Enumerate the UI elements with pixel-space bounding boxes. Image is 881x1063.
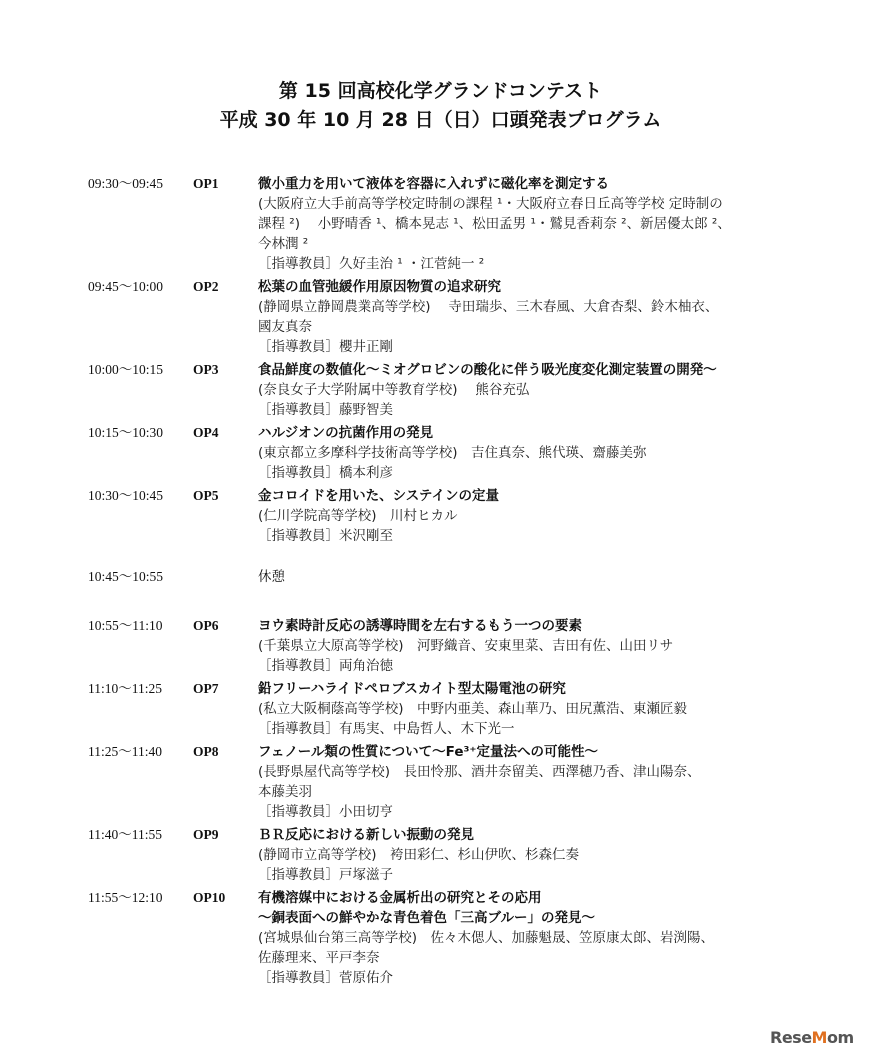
program-entry [88, 277, 818, 357]
resemom-logo: ReseMom [770, 1028, 854, 1047]
entry-advisor: ［指導教員］菅原佑介 [258, 970, 393, 986]
entry-content [258, 825, 818, 885]
entry-content [258, 616, 818, 676]
program-list [88, 174, 818, 991]
entry-time: 10:55〜11:10 [88, 618, 163, 633]
entry-presenters: (奈良女子大学附属中等教育学校) 熊谷充弘 [258, 382, 530, 398]
entry-presenters: 本藤美羽 [258, 784, 312, 800]
break-label: 休憩 [258, 569, 285, 585]
entry-time: 09:45〜10:00 [88, 279, 164, 294]
entry-code: OP5 [193, 488, 219, 503]
program-entry [88, 423, 818, 483]
entry-content [258, 486, 818, 546]
entry-advisor: ［指導教員］藤野智美 [258, 402, 393, 418]
entry-advisor: ［指導教員］櫻井正剛 [258, 339, 393, 355]
entry-presenters: (私立大阪桐蔭高等学校) 中野内亜美、森山華乃、田尻薫浩、東瀬匠毅 [258, 701, 688, 717]
entry-advisor: ［指導教員］有馬実、中島哲人、木下光一 [258, 721, 515, 737]
entry-presenters: (千葉県立大原高等学校) 河野織音、安東里菜、吉田有佐、山田リサ [258, 638, 674, 654]
program-entry [88, 486, 818, 546]
entry-advisor: ［指導教員］久好圭治 ¹ ・江菅純一 ² [258, 256, 485, 272]
entry-title: 〜銅表面への鮮やかな青色着色「三高ブルー」の発見〜 [258, 910, 595, 926]
program-entry [88, 742, 818, 822]
entry-code: OP10 [193, 890, 226, 905]
entry-code: OP6 [193, 618, 219, 633]
program-entry [88, 360, 818, 420]
entry-content [258, 423, 818, 483]
entry-presenters: 今林潤 ² [258, 236, 309, 252]
entry-time: 10:30〜10:45 [88, 488, 164, 503]
entry-content [258, 679, 818, 739]
entry-content [258, 742, 818, 822]
entry-time: 10:15〜10:30 [88, 425, 164, 440]
entry-code: OP2 [193, 279, 219, 294]
entry-time: 10:00〜10:15 [88, 362, 164, 377]
entry-presenters: (仁川学院高等学校) 川村ヒカル [258, 508, 458, 524]
entry-title: 微小重力を用いて液体を容器に入れずに磁化率を測定する [258, 176, 609, 192]
entry-presenters: (長野県屋代高等学校) 長田怜那、酒井奈留美、西澤穂乃香、津山陽奈、 [258, 764, 701, 780]
entry-advisor: ［指導教員］戸塚滋子 [258, 867, 393, 883]
entry-time: 11:25〜11:40 [88, 744, 162, 759]
program-entry [88, 888, 818, 988]
entry-code: OP1 [193, 176, 219, 191]
entry-advisor: ［指導教員］両角治徳 [258, 658, 393, 674]
entry-title: 金コロイドを用いた、システインの定量 [258, 488, 499, 504]
entry-presenters: 佐藤理来、平戸李奈 [258, 950, 380, 966]
entry-content [258, 277, 818, 357]
document-subtitle: 平成 30 年 10 月 28 日（日）口頭発表プログラム [219, 109, 662, 131]
entry-title: ヨウ素時計反応の誘導時間を左右するもう一つの要素 [258, 618, 582, 634]
program-entry [88, 825, 818, 885]
entry-advisor: ［指導教員］米沢剛至 [258, 528, 393, 544]
entry-presenters: (宮城県仙台第三高等学校) 佐々木偲人、加藤魁晟、笠原康太郎、岩渕陽、 [258, 930, 715, 946]
entry-presenters: 課程 ²) 小野晴香 ¹、橋本晃志 ¹、松田孟男 ¹・鷲見香莉奈 ²、新居優太郎 ²、 [258, 216, 731, 232]
entry-title: フェノール類の性質について〜Fe³⁺定量法への可能性〜 [258, 744, 599, 760]
entry-content [258, 360, 818, 420]
entry-presenters: (静岡県立静岡農業高等学校) 寺田瑞歩、三木春風、大倉杏梨、鈴木柚衣、 [258, 299, 719, 315]
entry-code: OP7 [193, 681, 219, 696]
entry-time: 11:10〜11:25 [88, 681, 162, 696]
entry-presenters: 國友真奈 [258, 319, 312, 335]
entry-advisor: ［指導教員］小田切亨 [258, 804, 393, 820]
entry-code: OP3 [193, 362, 219, 377]
entry-presenters: (静岡市立高等学校) 袴田彩仁、杉山伊吹、杉森仁奏 [258, 847, 580, 863]
break-time: 10:45〜10:55 [88, 569, 164, 584]
entry-content [258, 888, 818, 988]
entry-time: 11:55〜12:10 [88, 890, 163, 905]
entry-title: 食品鮮度の数値化〜ミオグロビンの酸化に伴う吸光度変化測定装置の開発〜 [258, 362, 717, 378]
program-entry [88, 616, 818, 676]
entry-time: 11:40〜11:55 [88, 827, 162, 842]
entry-code: OP4 [193, 425, 219, 440]
program-group-morning-1 [88, 174, 818, 546]
entry-content [258, 174, 818, 274]
entry-title: ハルジオンの抗菌作用の発見 [258, 425, 434, 441]
program-entry [88, 174, 818, 274]
entry-presenters: (東京都立多摩科学技術高等学校) 吉住真奈、熊代瑛、齋藤美弥 [258, 445, 647, 461]
program-entry [88, 679, 818, 739]
entry-title: 鉛フリーハライドペロブスカイト型太陽電池の研究 [258, 681, 566, 697]
entry-advisor: ［指導教員］橋本利彦 [258, 465, 393, 481]
entry-code: OP8 [193, 744, 219, 759]
entry-code: OP9 [193, 827, 219, 842]
entry-title: 有機溶媒中における金属析出の研究とその応用 [258, 890, 542, 906]
entry-title: ＢＲ反応における新しい振動の発見 [258, 827, 474, 843]
entry-title: 松葉の血管弛緩作用原因物質の追求研究 [258, 279, 501, 295]
entry-time: 09:30〜09:45 [88, 176, 164, 191]
break-row [88, 567, 818, 587]
entry-presenters: (大阪府立大手前高等学校定時制の課程 ¹・大阪府立春日丘高等学校 定時制の [258, 196, 723, 212]
document-title: 第 15 回高校化学グランドコンテスト [278, 80, 603, 102]
program-group-morning-2 [88, 616, 818, 988]
